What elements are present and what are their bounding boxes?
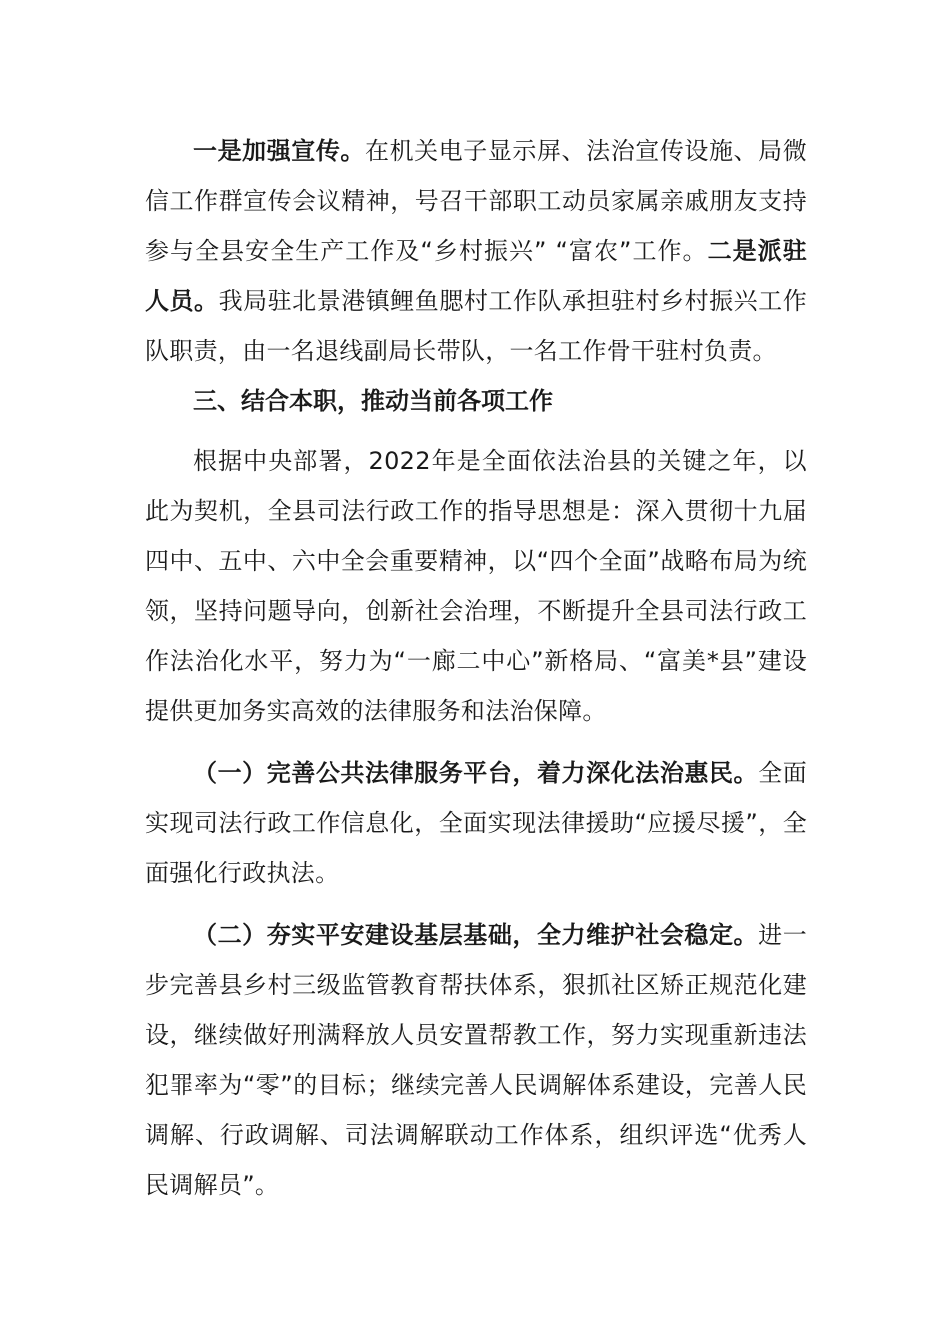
lead-legal-service: （一）完善公共法律服务平台，着力深化法治惠民。	[193, 759, 759, 787]
document-body	[145, 126, 807, 1210]
text-legal-service: 全面实现司法行政工作信息化，全面实现法律援助“应援尽援”，全面强化行政执法。	[145, 759, 807, 887]
lead-publicity: 一是加强宣传。	[193, 137, 365, 165]
text-stationed: 我局驻北景港镇鲤鱼腮村工作队承担驻村乡村振兴工作队职责，由一名退线副局长带队，一名工作骨干驻村负责。	[145, 287, 808, 365]
lead-safety-building: （二）夯实平安建设基层基础，全力维护社会稳定。	[193, 921, 759, 949]
section-heading-3: 三、结合本职，推动当前各项工作	[193, 387, 553, 415]
lead-stationed: 二是派驻人员。	[145, 237, 807, 315]
paragraph-guiding-thought: 根据中央部署，2022年是全面依法治县的关键之年，以此为契机，全县司法行政工作的指导思想是：深入贯彻十九届四中、五中、六中全会重要精神，以“四个全面”战略布局为统领，坚持问题导向，创新社会治理，不断提升全县司法行政工作法治化水平，努力为“一廊二中心”新格局、“富美*县”建设提供更加务实高效的法律服务和法治保障。	[145, 447, 807, 725]
text-safety-building: 进一步完善县乡村三级监管教育帮扶体系，狠抓社区矫正规范化建设，继续做好刑满释放人员安置帮教工作，努力实现重新违法犯罪率为“零”的目标；继续完善人民调解体系建设，完善人民调解、行政调解、司法调解联动工作体系，组织评选“优秀人民调解员”。	[145, 921, 807, 1199]
paragraph-publicity	[145, 126, 807, 376]
paragraph-safety-building	[145, 910, 807, 1210]
paragraph-legal-service	[145, 748, 807, 898]
text-publicity: 在机关电子显示屏、法治宣传设施、局微信工作群宣传会议精神，号召干部职工动员家属亲戚朋友支持参与全县安全生产工作及“乡村振兴” “富农”工作。	[145, 137, 807, 265]
